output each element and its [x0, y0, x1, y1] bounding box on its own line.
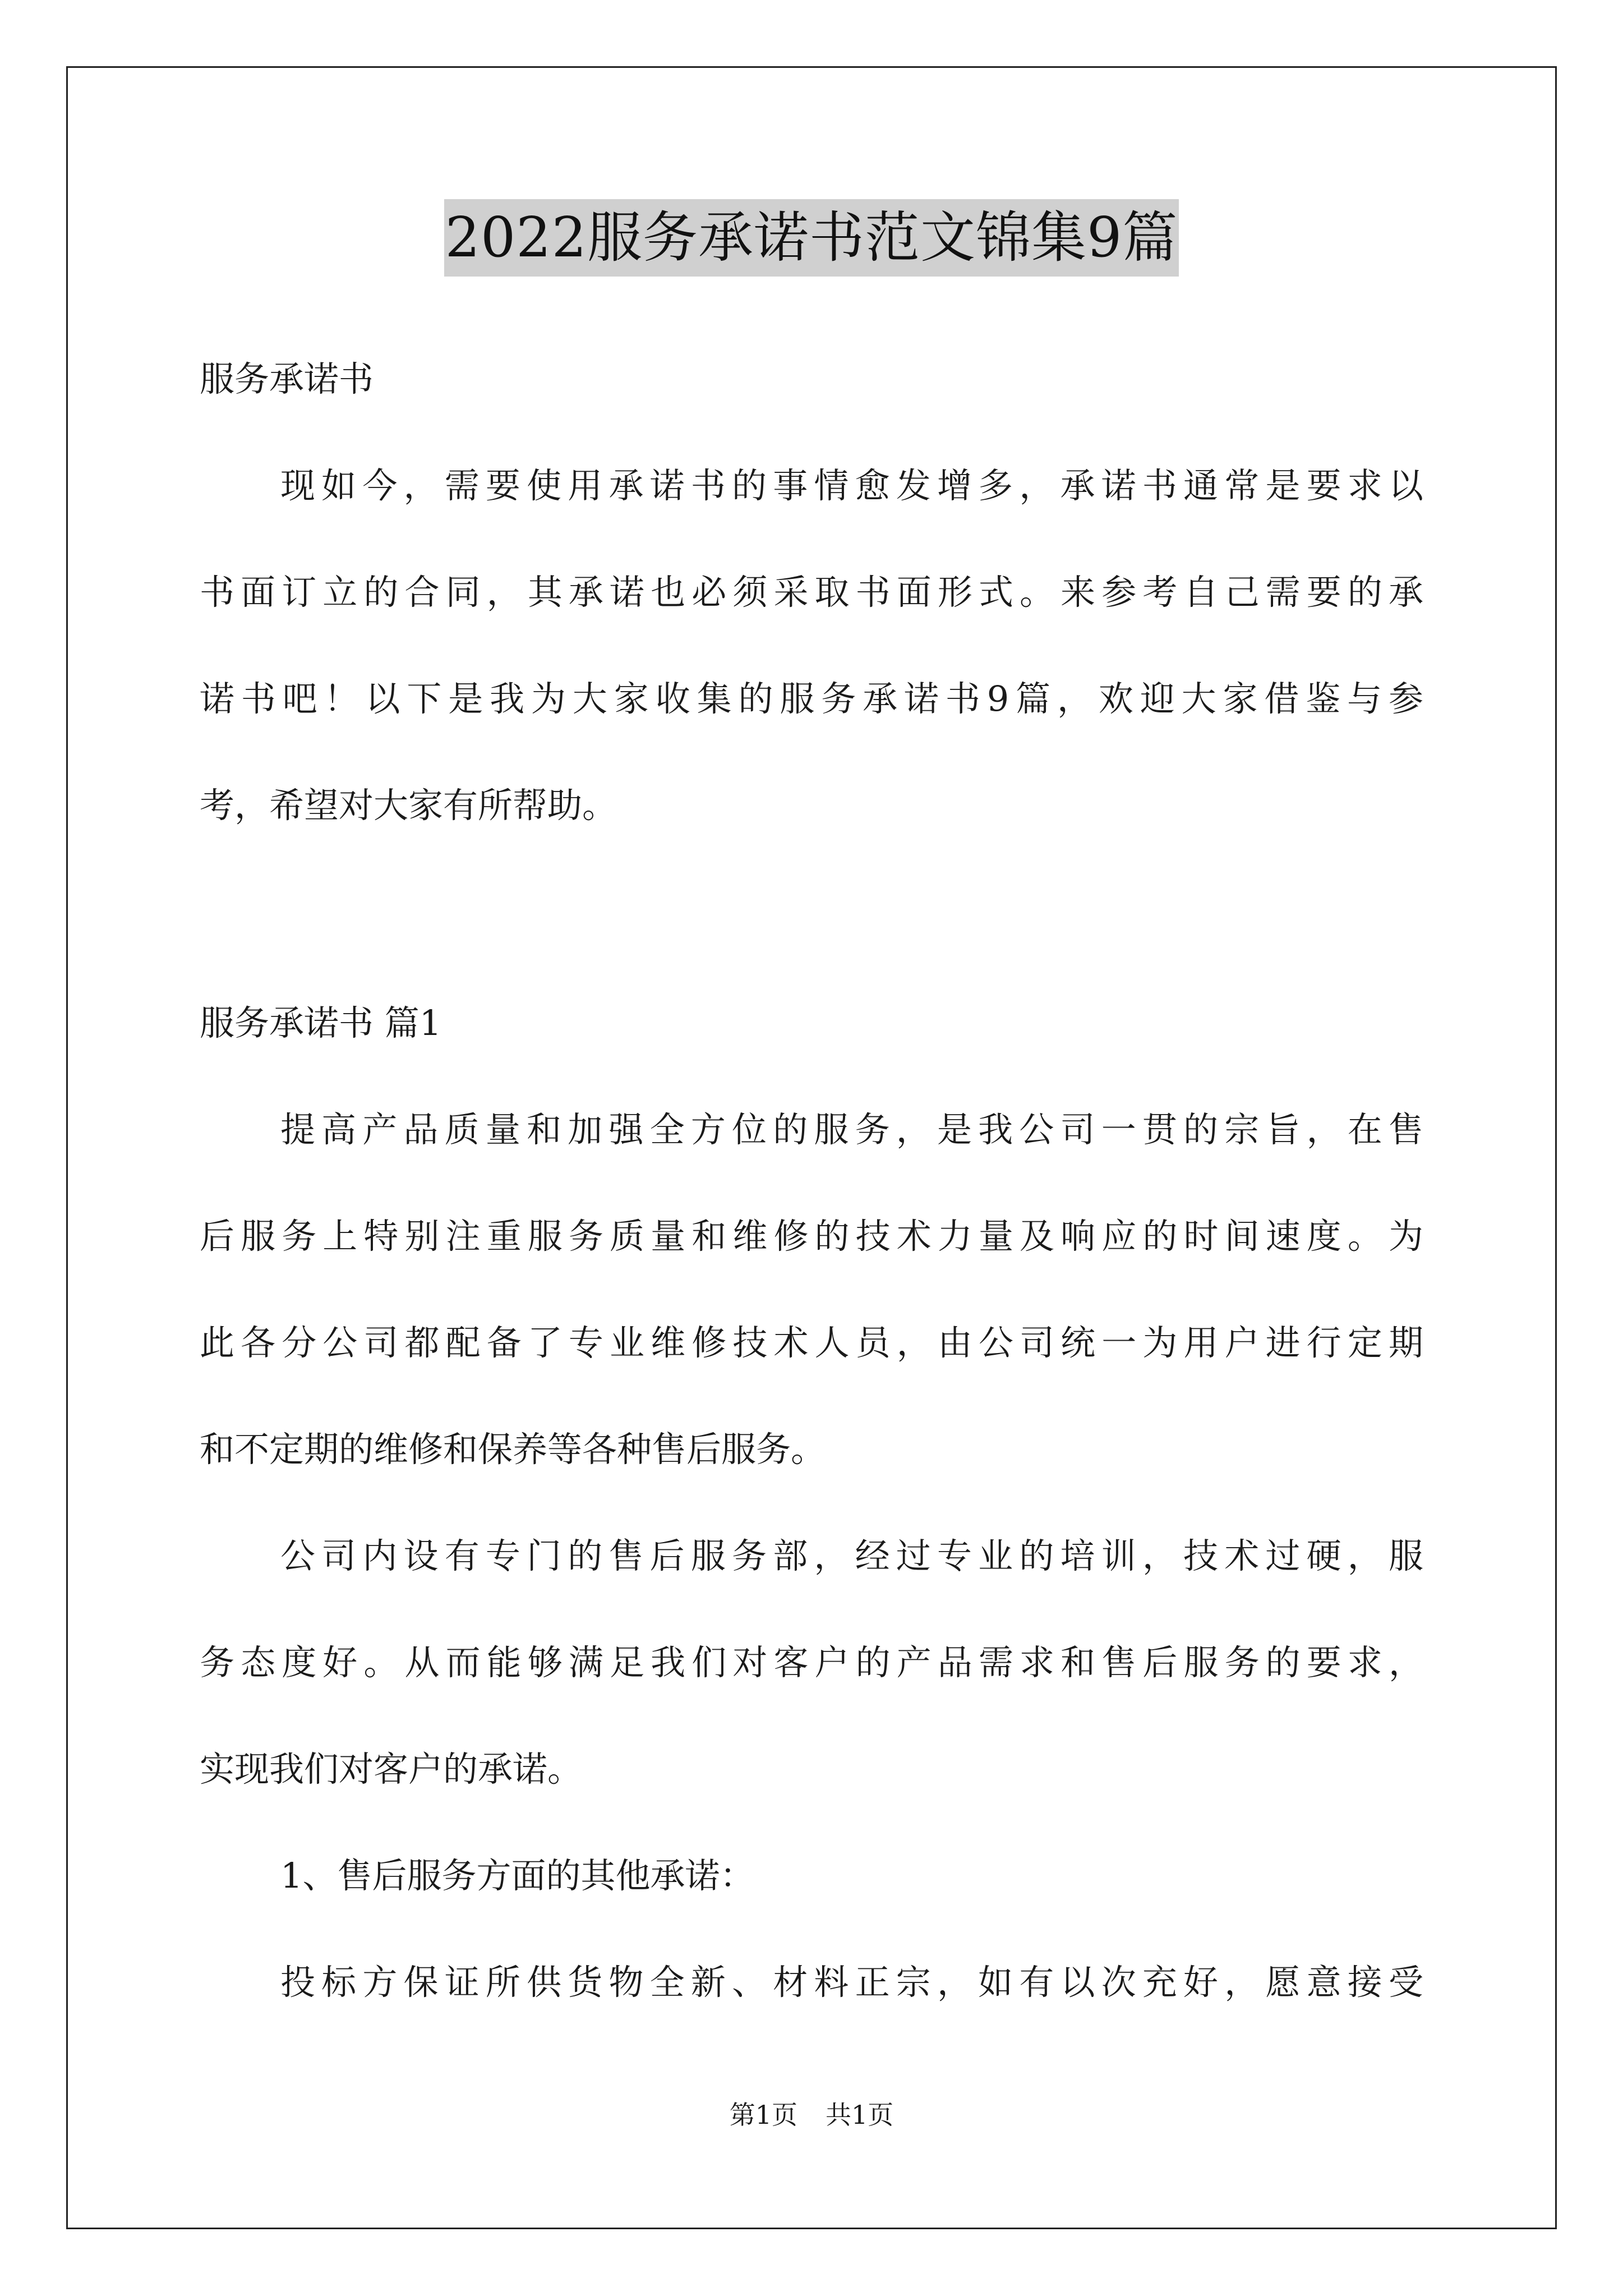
paragraph-line: 公司内设有专门的售后服务部，经过专业的培训，技术过硬，服: [280, 1535, 1423, 1576]
paragraph-line: 实现我们对客户的承诺。: [200, 1749, 583, 1789]
section-heading-intro: 服务承诺书: [200, 358, 374, 399]
page-number: 第1页: [729, 2100, 797, 2130]
section-heading-part1: 服务承诺书 篇1: [200, 1002, 442, 1043]
paragraph-line: 务态度好。从而能够满足我们对客户的产品需求和售后服务的要求，: [200, 1642, 1423, 1683]
paragraph-line: 和不定期的维修和保养等各种售后服务。: [200, 1429, 826, 1470]
paragraph-line: 书面订立的合同，其承诺也必须采取书面形式。来参考自己需要的承: [200, 572, 1423, 613]
paragraph-line: 投标方保证所供货物全新、材料正宗，如有以次充好，愿意接受: [280, 1962, 1423, 2003]
title-container: [0, 199, 1623, 277]
paragraph-line: 现如今，需要使用承诺书的事情愈发增多，承诺书通常是要求以: [280, 465, 1423, 506]
paragraph-line: 考，希望对大家有所帮助。: [200, 785, 617, 826]
list-item-heading: 1、售后服务方面的其他承诺：: [280, 1855, 755, 1896]
paragraph-line: 此各分公司都配备了专业维修技术人员，由公司统一为用户进行定期: [200, 1322, 1423, 1363]
page-footer: [0, 2098, 1623, 2132]
document-title: 2022服务承诺书范文锦集9篇: [444, 199, 1179, 277]
paragraph-line: 诺书吧！以下是我为大家收集的服务承诺书9篇，欢迎大家借鉴与参: [200, 678, 1423, 719]
paragraph-line: 提高产品质量和加强全方位的服务，是我公司一贯的宗旨，在售: [280, 1109, 1423, 1150]
page-total: 共1页: [826, 2100, 894, 2130]
paragraph-line: 后服务上特别注重服务质量和维修的技术力量及响应的时间速度。为: [200, 1216, 1423, 1257]
